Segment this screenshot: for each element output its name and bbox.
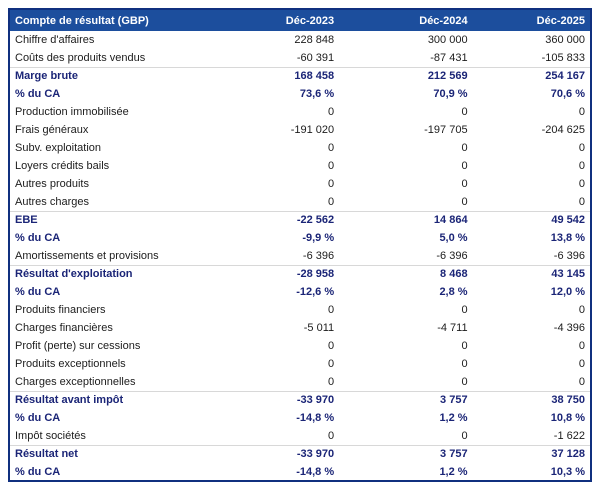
cell-value: 49 542 xyxy=(473,211,591,229)
cell-value: 3 757 xyxy=(339,445,472,463)
cell-value: 0 xyxy=(473,301,591,319)
cell-value: -14,8 % xyxy=(206,409,339,427)
row-label: Amortissements et provisions xyxy=(9,247,206,265)
cell-value: 5,0 % xyxy=(339,229,472,247)
table-row xyxy=(9,211,591,229)
cell-value: -12,6 % xyxy=(206,283,339,301)
cell-value: -60 391 xyxy=(206,49,339,67)
table-row xyxy=(9,265,591,283)
cell-value: 0 xyxy=(206,103,339,121)
cell-value: 0 xyxy=(206,355,339,373)
row-label: Impôt sociétés xyxy=(9,427,206,445)
table-row xyxy=(9,229,591,247)
cell-value: 10,8 % xyxy=(473,409,591,427)
cell-value: 0 xyxy=(206,157,339,175)
cell-value: 1,2 % xyxy=(339,463,472,481)
cell-value: -6 396 xyxy=(206,247,339,265)
cell-value: 0 xyxy=(473,157,591,175)
cell-value: -4 396 xyxy=(473,319,591,337)
table-row xyxy=(9,445,591,463)
cell-value: 13,8 % xyxy=(473,229,591,247)
cell-value: -105 833 xyxy=(473,49,591,67)
cell-value: -6 396 xyxy=(473,247,591,265)
cell-value: 12,0 % xyxy=(473,283,591,301)
table-row xyxy=(9,103,591,121)
cell-value: 0 xyxy=(339,193,472,211)
row-label: % du CA xyxy=(9,463,206,481)
table-row xyxy=(9,31,591,49)
cell-value: -6 396 xyxy=(339,247,472,265)
column-header-dec-2023: Déc-2023 xyxy=(206,9,339,31)
cell-value: 0 xyxy=(206,373,339,391)
cell-value: 0 xyxy=(339,373,472,391)
cell-value: -5 011 xyxy=(206,319,339,337)
cell-value: -191 020 xyxy=(206,121,339,139)
table-row xyxy=(9,121,591,139)
cell-value: 0 xyxy=(206,193,339,211)
table-row xyxy=(9,373,591,391)
cell-value: -28 958 xyxy=(206,265,339,283)
cell-value: 0 xyxy=(339,103,472,121)
cell-value: 10,3 % xyxy=(473,463,591,481)
cell-value: 212 569 xyxy=(339,67,472,85)
table-row xyxy=(9,85,591,103)
row-label: Chiffre d'affaires xyxy=(9,31,206,49)
cell-value: 0 xyxy=(473,337,591,355)
cell-value: 0 xyxy=(339,139,472,157)
cell-value: -1 622 xyxy=(473,427,591,445)
cell-value: -9,9 % xyxy=(206,229,339,247)
row-label: Produits exceptionnels xyxy=(9,355,206,373)
row-label: Loyers crédits bails xyxy=(9,157,206,175)
table-row xyxy=(9,193,591,211)
cell-value: 0 xyxy=(206,175,339,193)
row-label: % du CA xyxy=(9,409,206,427)
cell-value: 14 864 xyxy=(339,211,472,229)
table-header-row xyxy=(9,9,591,31)
cell-value: 2,8 % xyxy=(339,283,472,301)
cell-value: 0 xyxy=(473,175,591,193)
cell-value: 254 167 xyxy=(473,67,591,85)
cell-value: 0 xyxy=(206,427,339,445)
cell-value: 0 xyxy=(473,355,591,373)
row-label: Marge brute xyxy=(9,67,206,85)
cell-value: -33 970 xyxy=(206,445,339,463)
table-row xyxy=(9,49,591,67)
table-row xyxy=(9,175,591,193)
row-label: Profit (perte) sur cessions xyxy=(9,337,206,355)
row-label: % du CA xyxy=(9,229,206,247)
row-label: Charges exceptionnelles xyxy=(9,373,206,391)
cell-value: -4 711 xyxy=(339,319,472,337)
table-row xyxy=(9,463,591,481)
cell-value: 0 xyxy=(473,103,591,121)
row-label: % du CA xyxy=(9,283,206,301)
cell-value: 3 757 xyxy=(339,391,472,409)
cell-value: 0 xyxy=(473,193,591,211)
cell-value: 0 xyxy=(339,301,472,319)
table-row xyxy=(9,67,591,85)
table-row xyxy=(9,427,591,445)
table-row xyxy=(9,319,591,337)
row-label: Charges financières xyxy=(9,319,206,337)
cell-value: 168 458 xyxy=(206,67,339,85)
column-header-dec-2025: Déc-2025 xyxy=(473,9,591,31)
row-label: % du CA xyxy=(9,85,206,103)
row-label: Frais généraux xyxy=(9,121,206,139)
cell-value: 0 xyxy=(339,355,472,373)
cell-value: 43 145 xyxy=(473,265,591,283)
row-label: Autres charges xyxy=(9,193,206,211)
table-row xyxy=(9,139,591,157)
row-label: Résultat net xyxy=(9,445,206,463)
cell-value: -22 562 xyxy=(206,211,339,229)
cell-value: 38 750 xyxy=(473,391,591,409)
row-label: Subv. exploitation xyxy=(9,139,206,157)
table-row xyxy=(9,301,591,319)
cell-value: 300 000 xyxy=(339,31,472,49)
table-body xyxy=(9,31,591,481)
cell-value: 70,9 % xyxy=(339,85,472,103)
table-row xyxy=(9,409,591,427)
row-label: Coûts des produits vendus xyxy=(9,49,206,67)
row-label: EBE xyxy=(9,211,206,229)
cell-value: 0 xyxy=(473,139,591,157)
cell-value: -14,8 % xyxy=(206,463,339,481)
row-label: Résultat avant impôt xyxy=(9,391,206,409)
column-header-dec-2024: Déc-2024 xyxy=(339,9,472,31)
income-statement-table xyxy=(8,8,592,482)
cell-value: 0 xyxy=(339,337,472,355)
cell-value: 73,6 % xyxy=(206,85,339,103)
cell-value: 0 xyxy=(206,139,339,157)
table-row xyxy=(9,283,591,301)
row-label: Résultat d'exploitation xyxy=(9,265,206,283)
cell-value: 1,2 % xyxy=(339,409,472,427)
table-row xyxy=(9,247,591,265)
cell-value: 0 xyxy=(206,301,339,319)
cell-value: 8 468 xyxy=(339,265,472,283)
table-title: Compte de résultat (GBP) xyxy=(9,9,206,31)
cell-value: 360 000 xyxy=(473,31,591,49)
row-label: Produits financiers xyxy=(9,301,206,319)
cell-value: 0 xyxy=(206,337,339,355)
cell-value: -33 970 xyxy=(206,391,339,409)
table-row xyxy=(9,157,591,175)
cell-value: 0 xyxy=(473,373,591,391)
cell-value: 37 128 xyxy=(473,445,591,463)
cell-value: 0 xyxy=(339,427,472,445)
cell-value: 70,6 % xyxy=(473,85,591,103)
cell-value: -87 431 xyxy=(339,49,472,67)
table-row xyxy=(9,391,591,409)
cell-value: -204 625 xyxy=(473,121,591,139)
cell-value: -197 705 xyxy=(339,121,472,139)
cell-value: 228 848 xyxy=(206,31,339,49)
cell-value: 0 xyxy=(339,157,472,175)
row-label: Autres produits xyxy=(9,175,206,193)
row-label: Production immobilisée xyxy=(9,103,206,121)
cell-value: 0 xyxy=(339,175,472,193)
table-row xyxy=(9,355,591,373)
table-row xyxy=(9,337,591,355)
